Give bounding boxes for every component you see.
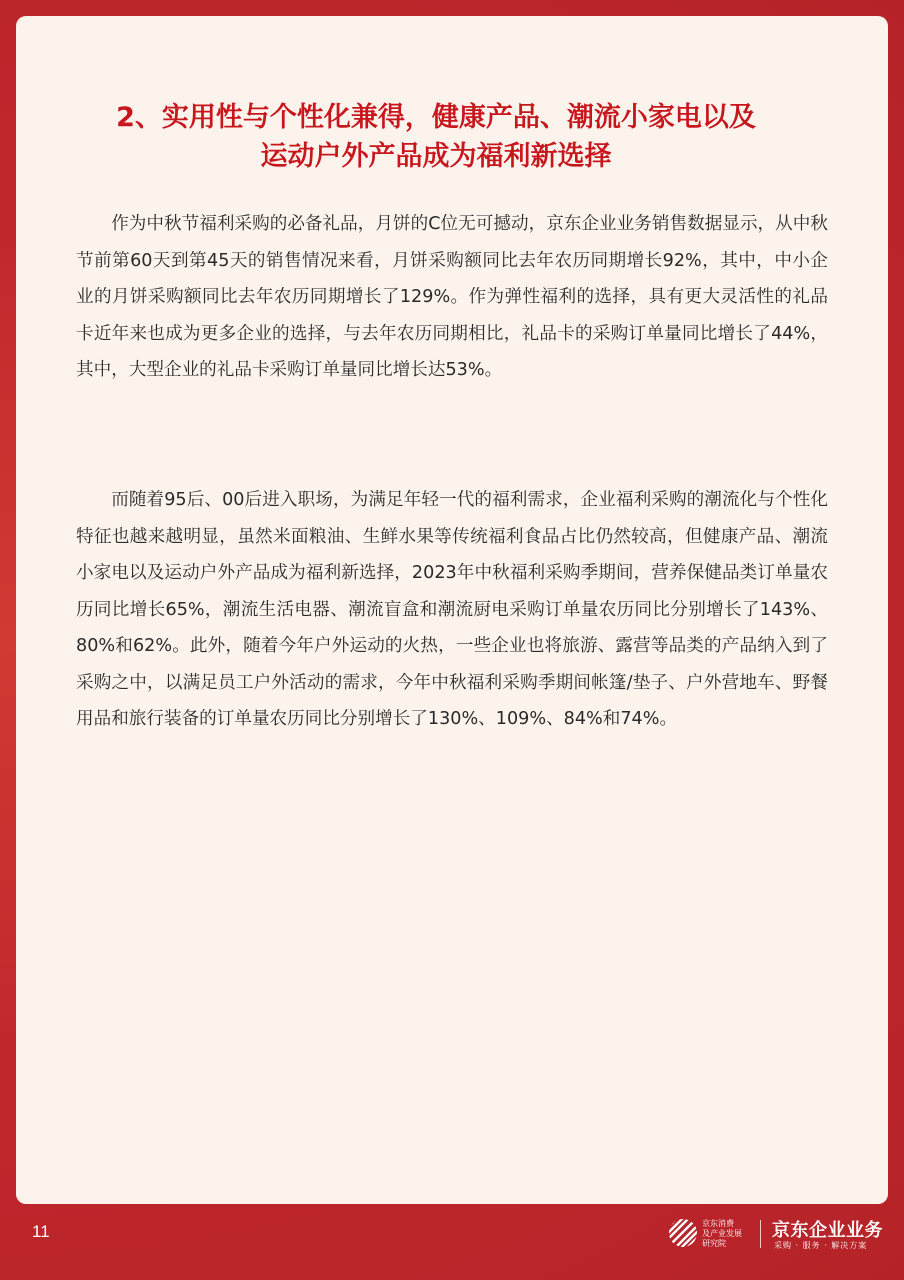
institute-line-3: 研究院	[702, 1239, 726, 1248]
institute-line-2: 及产业发展	[702, 1229, 742, 1238]
section-heading-line-2: 运动户外产品成为福利新选择	[260, 141, 612, 172]
institute-logo-icon	[668, 1217, 698, 1249]
footer-logos	[668, 1214, 888, 1254]
section-heading	[60, 98, 812, 176]
brand-name: 京东企业业务	[772, 1220, 883, 1241]
logo-divider	[760, 1220, 761, 1248]
body-paragraph-2: 而随着95后、00后进入职场，为满足年轻一代的福利需求，企业福利采购的潮流化与个性化特征也越来越明显，虽然米面粮油、生鲜水果等传统福利食品占比仍然较高，但健康产品、潮流小家电以及运动户外产品成为福利新选择，2023年中秋福利采购季期间，营养保健品类订单量农历同比增长65%，潮流生活电器、潮流盲盒和潮流厨电采购订单量农历同比分别增长了143%、80%和62%。此外，随着今年户外运动的火热，一些企业也将旅游、露营等品类的产品纳入到了采购之中，以满足员工户外活动的需求，今年中秋福利采购季期间帐篷/垫子、户外营地车、野餐用品和旅行装备的订单量农历同比分别增长了130%、109%、84%和74%。	[76, 490, 828, 729]
body-paragraph-1: 作为中秋节福利采购的必备礼品，月饼的C位无可撼动，京东企业业务销售数据显示，从中秋节前第60天到第45天的销售情况来看，月饼采购额同比去年农历同期增长92%，其中，中小企业的月饼采购额同比去年农历同期增长了129%。作为弹性福利的选择，具有更大灵活性的礼品卡近年来也成为更多企业的选择，与去年农历同期相比，礼品卡的采购订单量同比增长了44%，其中，大型企业的礼品卡采购订单量同比增长达53%。	[76, 214, 828, 380]
brand-tagline: 采购 · 服务 · 解决方案	[774, 1241, 868, 1250]
institute-name	[702, 1219, 746, 1249]
institute-line-1: 京东消费	[702, 1219, 734, 1228]
section-heading-line-1: 2、实用性与个性化兼得，健康产品、潮流小家电以及	[116, 102, 756, 133]
page-number: 11	[32, 1222, 50, 1241]
